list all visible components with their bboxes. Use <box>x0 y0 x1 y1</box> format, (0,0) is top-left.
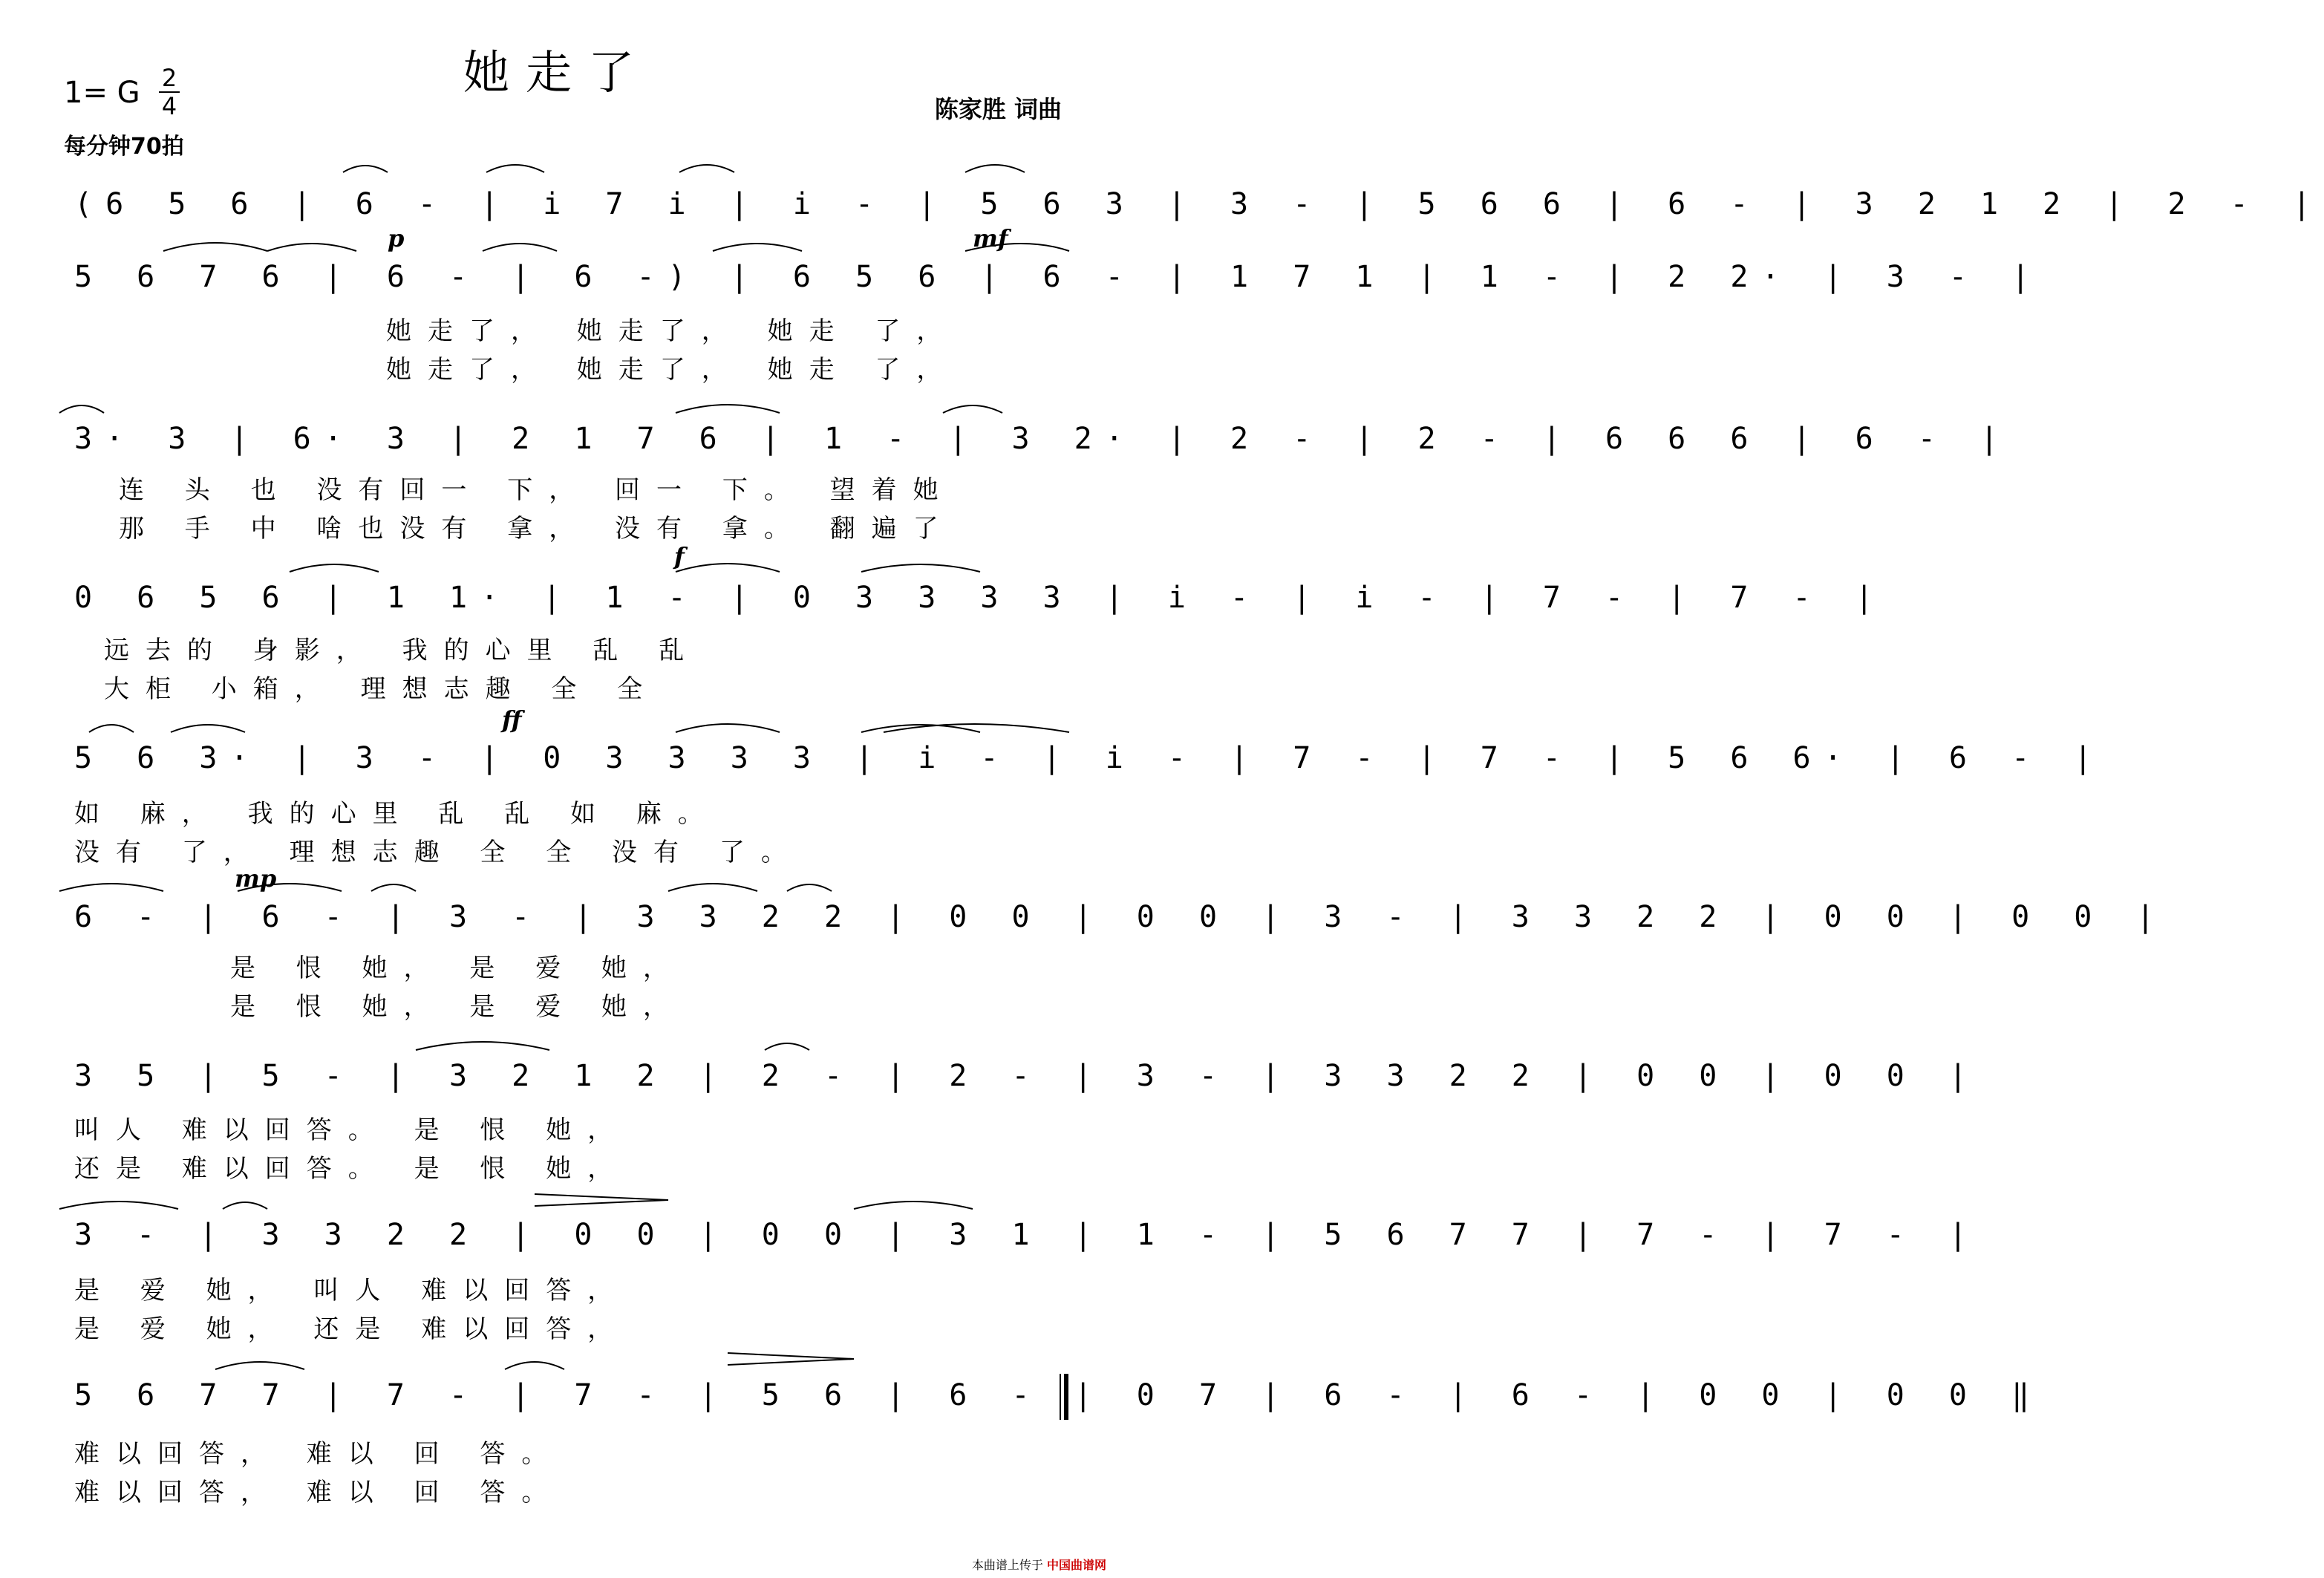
footer-brand[interactable]: 中国曲谱网 <box>1046 1558 1106 1572</box>
slur-mark <box>765 1043 809 1050</box>
lyric-line-1: 如 麻， 我的心里 乱 乱 如 麻。 <box>74 799 719 829</box>
slur-mark <box>486 165 544 172</box>
slur-mark <box>787 884 832 891</box>
dynamic-mark: p <box>388 224 405 252</box>
song-title: 她走了 <box>463 45 650 100</box>
lyric-line-2: 她走了， 她走了， 她走 了， <box>386 355 959 385</box>
lyric-line-1: 远去的 身影， 我的心里 乱 乱 <box>104 636 701 665</box>
lyric-line-1: 是 爱 她， 叫人 难以回答， <box>74 1276 630 1305</box>
slur-mark <box>505 1362 564 1369</box>
system-3-notes: 3· 3 | 6· 3 | 2 1 7 6 | 1 - | 3 2· | 2 - | 2 - | 6 6 6 | 6 - | <box>74 422 2012 456</box>
system-5-notes: 5 6 3· | 3 - | 0 3 3 3 3 | i - | i - | 7 - | 7 - | 5 6 6· | 6 - | <box>74 741 2106 775</box>
slur-mark <box>861 725 980 732</box>
lyric-line-1: 难以回答， 难以 回 答。 <box>74 1439 564 1469</box>
system-8-notes: 3 - | 3 3 2 2 | 0 0 | 0 0 | 3 1 | 1 - | 5 6 7 7 | 7 - | 7 - | <box>74 1218 1981 1252</box>
time-signature-bottom: 4 <box>161 92 177 120</box>
slur-mark <box>943 405 1002 413</box>
lyric-line-2: 还是 难以回答。 是 恨 她， <box>74 1154 630 1184</box>
slur-mark <box>676 405 780 413</box>
dynamic-mark: mf <box>973 224 1008 252</box>
score-decorations <box>0 0 1114 1578</box>
slur-mark <box>343 166 388 172</box>
system-2-notes: 5 6 7 6 | 6 - | 6 -) | 6 5 6 | 6 - | 1 7 1 | 1 - | 2 2· | 3 - | <box>74 260 2043 294</box>
lyric-line-2: 是 爱 她， 还是 难以回答， <box>74 1314 630 1344</box>
slur-mark <box>267 244 356 251</box>
slur-mark <box>290 564 379 572</box>
slur-mark <box>676 724 780 732</box>
slur-mark <box>679 165 734 172</box>
slur-mark <box>854 1202 973 1209</box>
lyric-line-1: 是 恨 她， 是 爱 她， <box>230 953 685 983</box>
lyric-line-2: 那 手 中 啥也没有 拿， 没有 拿。 翻遍了 <box>119 514 955 544</box>
slur-mark <box>215 1362 304 1369</box>
dynamic-mark: f <box>674 542 685 570</box>
slur-mark <box>171 725 245 732</box>
key-signature: 1= G <box>64 76 140 110</box>
system-7-notes: 3 5 | 5 - | 3 2 1 2 | 2 - | 2 - | 3 - | 3 3 2 2 | 0 0 | 0 0 | <box>74 1059 1981 1093</box>
slur-mark <box>371 884 416 891</box>
slur-mark <box>676 564 780 572</box>
system-4-notes: 0 6 5 6 | 1 1· | 1 - | 0 3 3 3 3 | i - | i - | 7 - | 7 - | <box>74 581 1887 615</box>
lyric-line-2: 是 恨 她， 是 爱 她， <box>230 992 685 1022</box>
slur-mark <box>713 244 802 251</box>
slur-mark <box>89 725 134 732</box>
slur-mark <box>59 884 163 891</box>
slur-mark <box>238 884 342 891</box>
tempo-marking: 每分钟70拍 <box>64 134 184 160</box>
lyric-line-1: 连 头 也 没有回一 下， 回一 下。 望着她 <box>119 475 955 505</box>
dynamic-mark: ff <box>502 705 522 734</box>
slur-mark <box>668 884 757 891</box>
slur-mark <box>59 405 104 413</box>
footer-text: 本曲谱上传于 <box>971 1558 1043 1572</box>
lyric-line-1: 她走了， 她走了， 她走 了， <box>386 316 959 346</box>
slur-mark <box>416 1042 549 1050</box>
lyric-line-1: 叫人 难以回答。 是 恨 她， <box>74 1115 630 1145</box>
footer-credit <box>972 1556 1106 1573</box>
composer-credit: 陈家胜 词曲 <box>934 95 1062 123</box>
lyric-line-2: 没有 了， 理想志趣 全 全 没有 了。 <box>74 838 803 867</box>
time-signature-top: 2 <box>161 64 177 92</box>
dynamic-mark: mp <box>235 864 277 893</box>
system-1-notes: (6 5 6 | 6 - | i 7 i | i - | 5 6 3 | 3 - | 5 6 6 | 6 - | 3 2 1 2 | 2 - | <box>74 187 2324 221</box>
slur-mark <box>535 1194 668 1206</box>
slur-mark <box>483 244 557 251</box>
system-6-notes: 6 - | 6 - | 3 - | 3 3 2 2 | 0 0 | 0 0 | 3 - | 3 3 2 2 | 0 0 | 0 0 | <box>74 900 2168 934</box>
slur-mark <box>59 1202 178 1209</box>
slur-mark <box>163 243 267 251</box>
slur-mark <box>965 165 1025 172</box>
lyric-line-2: 大柜 小箱， 理想志趣 全 全 <box>104 674 659 704</box>
slur-mark <box>223 1202 267 1209</box>
lyric-line-2: 难以回答， 难以 回 答。 <box>74 1478 564 1507</box>
decrescendo-mark <box>728 1353 854 1365</box>
slur-mark <box>965 244 1069 251</box>
slur-mark <box>861 564 980 572</box>
system-9-notes: 5 6 7 7 | 7 - | 7 - | 5 6 | 6 - | 0 7 | 6 - | 6 - | 0 0 | 0 0 ‖ <box>74 1378 2043 1412</box>
